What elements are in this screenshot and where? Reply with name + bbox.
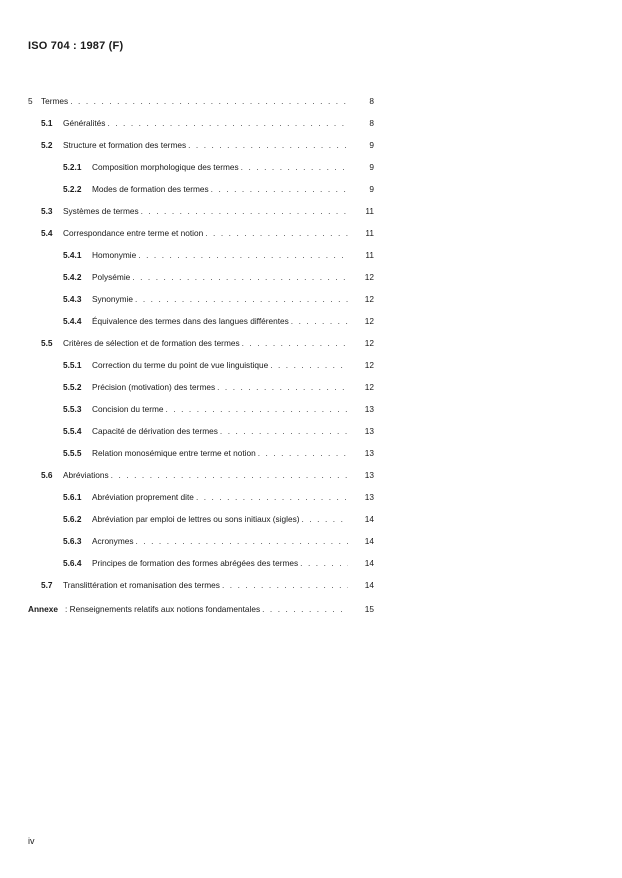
toc-entry[interactable] [28, 182, 374, 204]
toc-dot-leader [302, 512, 348, 526]
toc-entry-page: 12 [364, 316, 374, 326]
toc-entry-title: Composition morphologique des termes [92, 162, 239, 172]
toc-dot-leader [291, 314, 348, 328]
toc-dot-leader [270, 358, 348, 372]
toc-entry-page: 12 [364, 382, 374, 392]
toc-entry[interactable] [28, 292, 374, 314]
toc-entry-number: 5.6.4 [63, 558, 82, 568]
toc-dot-leader [135, 292, 348, 306]
toc-entry-title-wrap [92, 314, 348, 328]
toc-entry-title: Systèmes de termes [63, 206, 139, 216]
toc-dot-leader [141, 204, 348, 218]
page-number: iv [28, 836, 35, 846]
toc-entry-title: : Renseignements relatifs aux notions fondamentales [65, 604, 261, 614]
toc-entry-number: 5.7 [41, 580, 53, 590]
toc-entry-number: 5.1 [41, 118, 53, 128]
toc-entry[interactable] [28, 116, 374, 138]
toc-entry-page: 12 [364, 272, 374, 282]
toc-entry[interactable] [28, 534, 374, 556]
toc-entry-number: 5.5 [41, 338, 53, 348]
toc-entry-title: Synonymie [92, 294, 134, 304]
toc-dot-leader [107, 116, 348, 130]
toc-entry-page: 13 [364, 426, 374, 436]
toc-entry-number: 5.6.1 [63, 492, 82, 502]
toc-entry-number: 5.4 [41, 228, 53, 238]
toc-entry-title: Correspondance entre terme et notion [63, 228, 204, 238]
toc-dot-leader [132, 270, 348, 284]
toc-entry-page: 13 [364, 492, 374, 502]
toc-entry[interactable] [28, 602, 374, 624]
toc-entry-page: 12 [364, 294, 374, 304]
toc-entry-title: Polysémie [92, 272, 131, 282]
toc-dot-leader [165, 402, 348, 416]
toc-entry-title: Structure et formation des termes [63, 140, 187, 150]
toc-entry[interactable] [28, 160, 374, 182]
toc-entry-title-wrap [92, 446, 348, 460]
toc-entry-title-wrap [92, 270, 348, 284]
toc-dot-leader [138, 248, 348, 262]
toc-entry-title-wrap [63, 204, 348, 218]
toc-entry-title-wrap [92, 248, 348, 262]
toc-entry-title: Critères de sélection et de formation des termes [63, 338, 240, 348]
document-header: ISO 704 : 1987 (F) [28, 40, 124, 52]
toc-entry-number: 5.3 [41, 206, 53, 216]
toc-entry-title: Translittération et romanisation des termes [63, 580, 220, 590]
toc-entry-title-wrap [63, 138, 348, 152]
toc-entry-page: 14 [364, 514, 374, 524]
toc-entry-page: 9 [369, 140, 374, 150]
toc-entry[interactable] [28, 94, 374, 116]
toc-entry-title: Abréviations [63, 470, 109, 480]
toc-entry-title-wrap [63, 468, 348, 482]
toc-entry[interactable] [28, 446, 374, 468]
toc-entry-page: 13 [364, 404, 374, 414]
toc-entry[interactable] [28, 380, 374, 402]
toc-entry-page: 8 [369, 118, 374, 128]
toc-entry-number: 5.6.2 [63, 514, 82, 524]
toc-entry[interactable] [28, 424, 374, 446]
toc-entry-title-wrap [92, 182, 348, 196]
toc-entry-page: 11 [365, 206, 374, 216]
toc-entry-page: 14 [364, 536, 374, 546]
toc-entry-page: 15 [364, 604, 374, 614]
toc-dot-leader [211, 182, 348, 196]
toc-entry-page: 13 [364, 470, 374, 480]
toc-entry-title-wrap [63, 226, 348, 240]
toc-entry-title-wrap [41, 94, 348, 108]
toc-entry-number: 5.5.4 [63, 426, 82, 436]
toc-entry-title-wrap [65, 602, 348, 616]
toc-dot-leader [136, 534, 349, 548]
toc-entry-title: Précision (motivation) des termes [92, 382, 216, 392]
toc-dot-leader [217, 380, 348, 394]
toc-entry-title: Capacité de dérivation des termes [92, 426, 218, 436]
toc-dot-leader [205, 226, 348, 240]
toc-entry-page: 14 [364, 558, 374, 568]
toc-dot-leader [222, 578, 348, 592]
toc-entry-title-wrap [92, 402, 348, 416]
toc-entry-number: 5.4.4 [63, 316, 82, 326]
toc-entry-title-wrap [92, 424, 348, 438]
toc-entry-number: 5.5.2 [63, 382, 82, 392]
toc-entry-title: Modes de formation des termes [92, 184, 209, 194]
toc-dot-leader [258, 446, 348, 460]
toc-dot-leader [241, 160, 348, 174]
toc-entry-title: Termes [41, 96, 69, 106]
toc-entry-number: 5.6.3 [63, 536, 82, 546]
toc-entry-page: 14 [364, 580, 374, 590]
toc-entry-title: Équivalence des termes dans des langues différentes [92, 316, 289, 326]
toc-entry-number: 5.5.1 [63, 360, 82, 370]
toc-entry[interactable] [28, 226, 374, 248]
toc-dot-leader [70, 94, 348, 108]
toc-entry-title: Correction du terme du point de vue linguistique [92, 360, 269, 370]
table-of-contents [28, 94, 374, 624]
toc-entry-number: 5 [28, 96, 33, 106]
toc-entry[interactable] [28, 468, 374, 490]
toc-entry-title-wrap [92, 380, 348, 394]
toc-entry-title: Abréviation proprement dite [92, 492, 194, 502]
toc-entry-title-wrap [92, 160, 348, 174]
toc-entry[interactable] [28, 270, 374, 292]
toc-entry[interactable] [28, 556, 374, 578]
toc-entry[interactable] [28, 314, 374, 336]
toc-entry-number: 5.2.1 [63, 162, 82, 172]
toc-entry-number: 5.4.1 [63, 250, 82, 260]
toc-entry-title-wrap [92, 534, 348, 548]
toc-entry-number: 5.5.5 [63, 448, 82, 458]
toc-entry[interactable] [28, 336, 374, 358]
toc-dot-leader [220, 424, 348, 438]
toc-entry-number: 5.6 [41, 470, 53, 480]
toc-dot-leader [300, 556, 348, 570]
toc-entry-title-wrap [63, 578, 348, 592]
toc-entry-number: 5.4.3 [63, 294, 82, 304]
toc-dot-leader [188, 138, 348, 152]
toc-entry[interactable] [28, 358, 374, 380]
toc-entry-title: Acronymes [92, 536, 134, 546]
toc-entry-title-wrap [92, 490, 348, 504]
toc-entry-page: 12 [364, 338, 374, 348]
toc-entry-page: 12 [364, 360, 374, 370]
toc-entry-title-wrap [92, 556, 348, 570]
toc-entry[interactable] [28, 490, 374, 512]
toc-entry[interactable] [28, 402, 374, 424]
toc-entry[interactable] [28, 204, 374, 226]
toc-entry-title-wrap [63, 116, 348, 130]
toc-entry[interactable] [28, 578, 374, 600]
toc-entry-page: 13 [364, 448, 374, 458]
toc-entry-page: 9 [369, 162, 374, 172]
toc-entry-number: 5.2 [41, 140, 53, 150]
toc-dot-leader [262, 602, 348, 616]
toc-entry-page: 11 [365, 250, 374, 260]
toc-entry-title: Relation monosémique entre terme et notion [92, 448, 256, 458]
toc-entry-number: Annexe [28, 604, 58, 614]
toc-entry-number: 5.5.3 [63, 404, 82, 414]
toc-entry-title: Abréviation par emploi de lettres ou sons initiaux (sigles) [92, 514, 300, 524]
toc-entry-title-wrap [92, 512, 348, 526]
toc-entry-number: 5.2.2 [63, 184, 82, 194]
toc-dot-leader [196, 490, 348, 504]
toc-entry[interactable] [28, 512, 374, 534]
toc-entry-title-wrap [92, 292, 348, 306]
toc-entry-title-wrap [92, 358, 348, 372]
toc-entry-title-wrap [63, 336, 348, 350]
toc-entry-number: 5.4.2 [63, 272, 82, 282]
toc-entry-page: 9 [369, 184, 374, 194]
toc-entry-page: 8 [369, 96, 374, 106]
toc-entry-title: Principes de formation des formes abrégées des termes [92, 558, 299, 568]
toc-entry[interactable] [28, 138, 374, 160]
toc-entry-title: Homonymie [92, 250, 137, 260]
toc-entry-title: Généralités [63, 118, 106, 128]
toc-dot-leader [111, 468, 348, 482]
toc-entry-page: 11 [365, 228, 374, 238]
toc-entry-title: Concision du terme [92, 404, 164, 414]
toc-entry[interactable] [28, 248, 374, 270]
toc-dot-leader [242, 336, 348, 350]
